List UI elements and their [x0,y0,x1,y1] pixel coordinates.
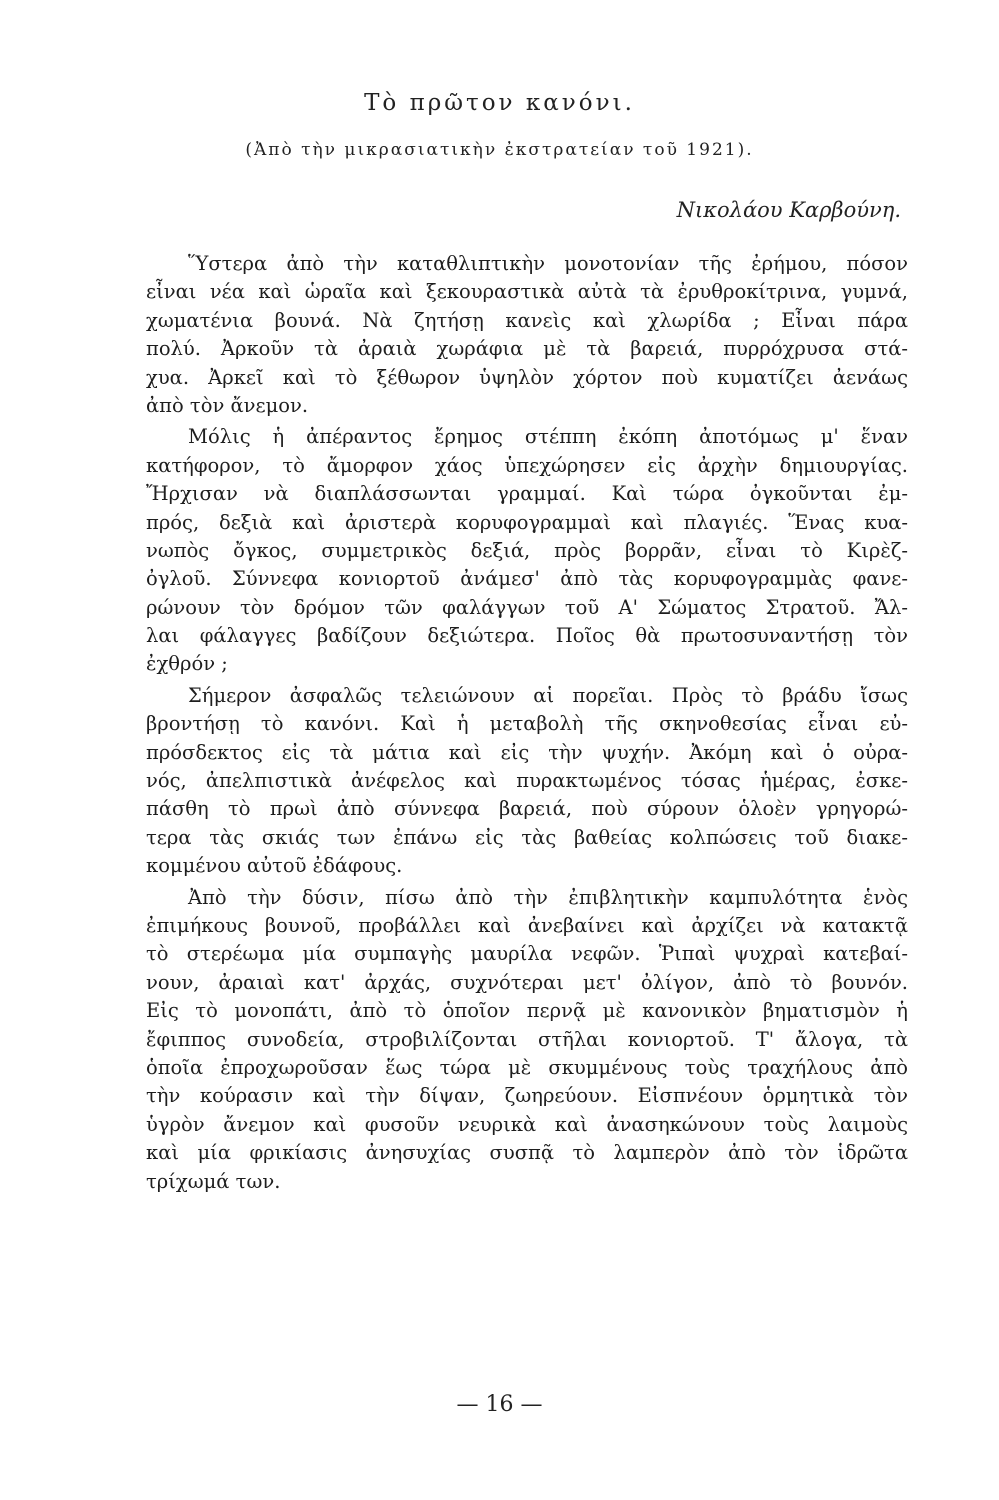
text-line: νός, ἀπελπιστικὰ ἀνέφελος καὶ πυρακτωμένος τόσας ἡμέρας, ἐσκε- [146,769,908,793]
text-line: νουν, ἀραιαὶ κατ' ἀρχάς, συχνότεραι μετ' ὀλίγον, ἀπὸ τὸ βουνόν. [146,970,908,994]
text-line: χωματένια βουνά. Νὰ ζητήσῃ κανεὶς καὶ χλωρίδα ; Εἶναι πάρα [146,308,908,332]
text-line: ὀγλοῦ. Σύννεφα κονιορτοῦ ἀνάμεσ' ἀπὸ τὰς κορυφογραμμὰς φανε- [146,567,908,591]
text-line: κομμένου αὐτοῦ ἐδάφους. [146,854,403,878]
paragraph [146,250,908,420]
text-line: τρίχωμά των. [146,1169,281,1193]
body-text [146,250,908,1199]
text-line: λαι φάλαγγες βαδίζουν δεξιώτερα. Ποῖος θὰ πρωτοσυναντήσῃ τὸν [146,624,908,648]
text-line: τὸ στερέωμα μία συμπαγὴς μαυρίλα νεφῶν. Ῥιπαὶ ψυχραὶ κατεβαί- [146,942,908,966]
text-line: Ὕστερα ἀπὸ τὴν καταθλιπτικὴν μονοτονίαν τῆς ἐρήμου, πόσον [188,252,908,275]
page-title: Τὸ πρῶτον κανόνι. [364,90,635,116]
text-line: νωπὸς ὄγκος, συμμετρικὸς δεξιά, πρὸς βορρᾶν, εἶναι τὸ Κιρὲζ- [146,538,908,562]
paragraph [146,682,908,881]
text-line: χυα. Ἀρκεῖ καὶ τὸ ξέθωρον ὑψηλὸν χόρτον ποὺ κυματίζει ἀενάως [146,365,908,389]
text-line: ἀπὸ τὸν ἄνεμον. [146,393,309,417]
text-line: Εἰς τὸ μονοπάτι, ἀπὸ τὸ ὁποῖον περνᾷ μὲ κανονικὸν βηματισμὸν ἡ [146,999,908,1023]
text-line: εἶναι νέα καὶ ὡραῖα καὶ ξεκουραστικὰ αὐτὰ τὰ ἐρυθροκίτρινα, γυμνά, [146,280,908,304]
author-name: Νικολάου Καρβούνη. [676,198,901,222]
text-line: Μόλις ἡ ἀπέραντος ἔρημος στέππη ἐκόπη ἀποτόμως μ' ἕναν [188,425,908,449]
text-line: ὑγρὸν ἄνεμον καὶ φυσοῦν νευρικὰ καὶ ἀνασηκώνουν τοὺς λαιμοὺς [146,1112,908,1136]
paragraph [146,884,908,1196]
text-line: ἔφιππος συνοδεία, στροβιλίζονται στῆλαι κονιορτοῦ. Τ' ἄλογα, τὰ [146,1027,908,1051]
paragraph [146,423,908,679]
text-line: πολύ. Ἀρκοῦν τὰ ἀραιὰ χωράφια μὲ τὰ βαρειά, πυρρόχρυσα στά- [146,337,908,361]
text-line: ὁποῖα ἐπροχωροῦσαν ἕως τώρα μὲ σκυμμένους τοὺς τραχήλους ἀπὸ [146,1055,908,1079]
text-line: ἐχθρόν ; [146,652,228,676]
text-line: πρόσδεκτος εἰς τὰ μάτια καὶ εἰς τὴν ψυχήν. Ἀκόμη καὶ ὁ οὐρα- [146,740,908,764]
text-line: πρός, δεξιὰ καὶ ἀριστερὰ κορυφογραμμαὶ καὶ πλαγιές. Ἕνας κυα- [146,510,908,534]
text-line: καὶ μία φρικίασις ἀνησυχίας συσπᾷ τὸ λαμπερὸν ἀπὸ τὸν ἱδρῶτα [146,1141,908,1165]
text-line: βροντήσῃ τὸ κανόνι. Καὶ ἡ μεταβολὴ τῆς σκηνοθεσίας εἶναι εὐ- [146,712,908,736]
text-line: κατήφορον, τὸ ἄμορφον χάος ὑπεχώρησεν εἰς ἀρχὴν δημιουργίας. [146,453,908,477]
text-line: Ἤρχισαν νὰ διαπλάσσωνται γραμμαί. Καὶ τώρα ὀγκοῦνται ἐμ- [146,482,908,506]
page-subtitle: (Ἀπὸ τὴν μικρασιατικὴν ἐκστρατείαν τοῦ 1921). [245,140,754,160]
text-line: πάσθη τὸ πρωὶ ἀπὸ σύννεφα βαρειά, ποὺ σύρουν ὁλοὲν γρηγορώ- [146,797,908,821]
page-number: — 16 — [456,1392,543,1417]
text-line: ἐπιμήκους βουνοῦ, προβάλλει καὶ ἀνεβαίνει καὶ ἀρχίζει νὰ κατακτᾷ [146,913,908,937]
text-line: τὴν κούρασιν καὶ τὴν δίψαν, ζωηρεύουν. Εἰσπνέουν ὁρμητικὰ τὸν [146,1084,908,1108]
text-line: Ἀπὸ τὴν δύσιν, πίσω ἀπὸ τὴν ἐπιβλητικὴν καμπυλότητα ἑνὸς [188,885,908,909]
text-line: Σήμερον ἀσφαλῶς τελειώνουν αἱ πορεῖαι. Πρὸς τὸ βράδυ ἴσως [188,683,908,707]
text-line: τερα τὰς σκιάς των ἐπάνω εἰς τὰς βαθείας κολπώσεις τοῦ διακε- [146,825,908,849]
text-line: ρώνουν τὸν δρόμον τῶν φαλάγγων τοῦ Α' Σώματος Στρατοῦ. Ἄλ- [146,595,908,619]
